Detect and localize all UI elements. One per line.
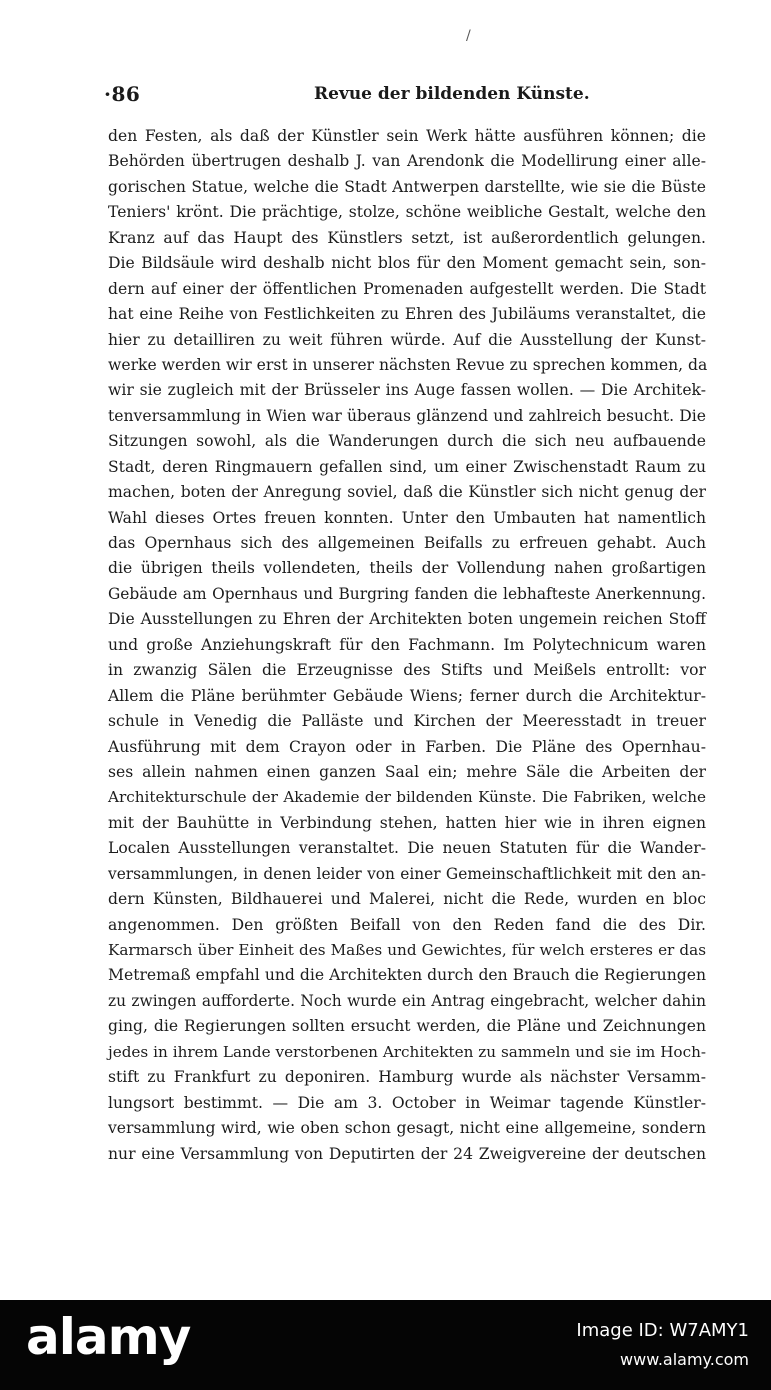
running-title: Revue der bildenden Künste.: [314, 84, 590, 104]
text-line: stift zu Frankfurt zu deponiren. Hamburg wurde als nächster Versamm-: [108, 1068, 706, 1087]
text-line: jedes in ihrem Lande verstorbenen Architekten zu sammeln und sie im Hoch-: [108, 1042, 706, 1061]
text-line: ses allein nahmen einen ganzen Saal ein; mehre Säle die Arbeiten der: [108, 762, 706, 781]
text-line: Kranz auf das Haupt des Künstlers setzt, ist außerordentlich gelungen.: [108, 228, 706, 247]
text-line: hier zu detailliren zu weit führen würde. Auf die Ausstellung der Kunst-: [108, 330, 706, 349]
watermark-footer: [0, 1300, 771, 1390]
text-line: versammlungen, in denen leider von einer Gemeinschaftlichkeit mit den an-: [108, 864, 706, 883]
text-line: Allem die Pläne berühmter Gebäude Wiens; ferner durch die Architektur-: [108, 686, 706, 705]
text-line: versammlung wird, wie oben schon gesagt, nicht eine allgemeine, sondern: [108, 1119, 706, 1138]
text-line: Localen Ausstellungen veranstaltet. Die neuen Statuten für die Wander-: [108, 839, 706, 858]
text-line: Stadt, deren Ringmauern gefallen sind, um einer Zwischenstadt Raum zu: [108, 457, 706, 476]
text-line: Sitzungen sowohl, als die Wanderungen durch die sich neu aufbauende: [108, 432, 706, 451]
text-line: gorischen Statue, welche die Stadt Antwerpen darstellte, wie sie die Büste: [108, 177, 706, 196]
stray-mark: /: [466, 28, 471, 44]
text-line: nur eine Versammlung von Deputirten der 24 Zweigvereine der deutschen: [108, 1144, 706, 1163]
text-line: Die Bildsäule wird deshalb nicht blos für den Moment gemacht sein, son-: [108, 254, 706, 273]
text-line: tenversammlung in Wien war überaus glänzend und zahlreich besucht. Die: [108, 406, 706, 425]
running-head: [104, 82, 694, 110]
text-line: in zwanzig Sälen die Erzeugnisse des Stifts und Meißels entrollt: vor: [108, 661, 706, 680]
text-line: dern Künsten, Bildhauerei und Malerei, nicht die Rede, wurden en bloc: [108, 890, 706, 909]
text-line: Architekturschule der Akademie der bildenden Künste. Die Fabriken, welche: [108, 788, 706, 807]
text-line: Karmarsch über Einheit des Maßes und Gewichtes, für welch ersteres er das: [108, 941, 706, 959]
text-line: und große Anziehungskraft für den Fachmann. Im Polytechnicum waren: [108, 635, 706, 654]
image-id: Image ID: W7AMY1: [576, 1320, 749, 1341]
text-line: mit der Bauhütte in Verbindung stehen, hatten hier wie in ihren eignen: [108, 813, 706, 832]
alamy-logo: alamy: [26, 1308, 191, 1366]
text-line: Metremaß empfahl und die Architekten durch den Brauch die Regierungen: [108, 966, 706, 985]
page-number: ·86: [104, 82, 141, 106]
text-line: Ausführung mit dem Crayon oder in Farben. Die Pläne des Opernhau-: [108, 737, 706, 756]
text-line: dern auf einer der öffentlichen Promenaden aufgestellt werden. Die Stadt: [108, 279, 706, 298]
site-url: www.alamy.com: [620, 1350, 749, 1369]
text-line: Die Ausstellungen zu Ehren der Architekten boten ungemein reichen Stoff: [108, 610, 706, 629]
text-line: wir sie zugleich mit der Brüsseler ins Auge fassen wollen. — Die Architek-: [108, 381, 706, 400]
text-line: das Opernhaus sich des allgemeinen Beifalls zu erfreuen gehabt. Auch: [108, 534, 706, 552]
text-line: die übrigen theils vollendeten, theils der Vollendung nahen großartigen: [108, 559, 706, 578]
text-line: angenommen. Den größten Beifall von den Reden fand die des Dir.: [108, 915, 706, 934]
text-line: werke werden wir erst in unserer nächsten Revue zu sprechen kommen, da: [108, 355, 708, 374]
text-line: den Festen, als daß der Künstler sein Werk hätte ausführen können; die: [108, 127, 706, 145]
text-line: ging, die Regierungen sollten ersucht werden, die Pläne und Zeichnungen: [108, 1017, 706, 1036]
text-line: lungsort bestimmt. — Die am 3. October in Weimar tagende Künstler-: [108, 1093, 706, 1112]
body-text: [108, 124, 706, 1167]
text-line: Teniers' krönt. Die prächtige, stolze, schöne weibliche Gestalt, welche den: [108, 203, 706, 222]
text-line: Gebäude am Opernhaus und Burgring fanden die lebhafteste Anerkennung.: [108, 584, 706, 603]
text-line: Behörden übertrugen deshalb J. van Arendonk die Modellirung einer alle-: [108, 152, 706, 171]
text-line: hat eine Reihe von Festlichkeiten zu Ehren des Jubiläums veranstaltet, die: [108, 305, 706, 324]
text-line: schule in Venedig die Palläste und Kirchen der Meeresstadt in treuer: [108, 712, 706, 731]
text-line: machen, boten der Anregung soviel, daß die Künstler sich nicht genug der: [108, 483, 706, 502]
text-line: zu zwingen aufforderte. Noch wurde ein Antrag eingebracht, welcher dahin: [108, 991, 706, 1010]
text-line: Wahl dieses Ortes freuen konnten. Unter den Umbauten hat namentlich: [108, 508, 706, 527]
